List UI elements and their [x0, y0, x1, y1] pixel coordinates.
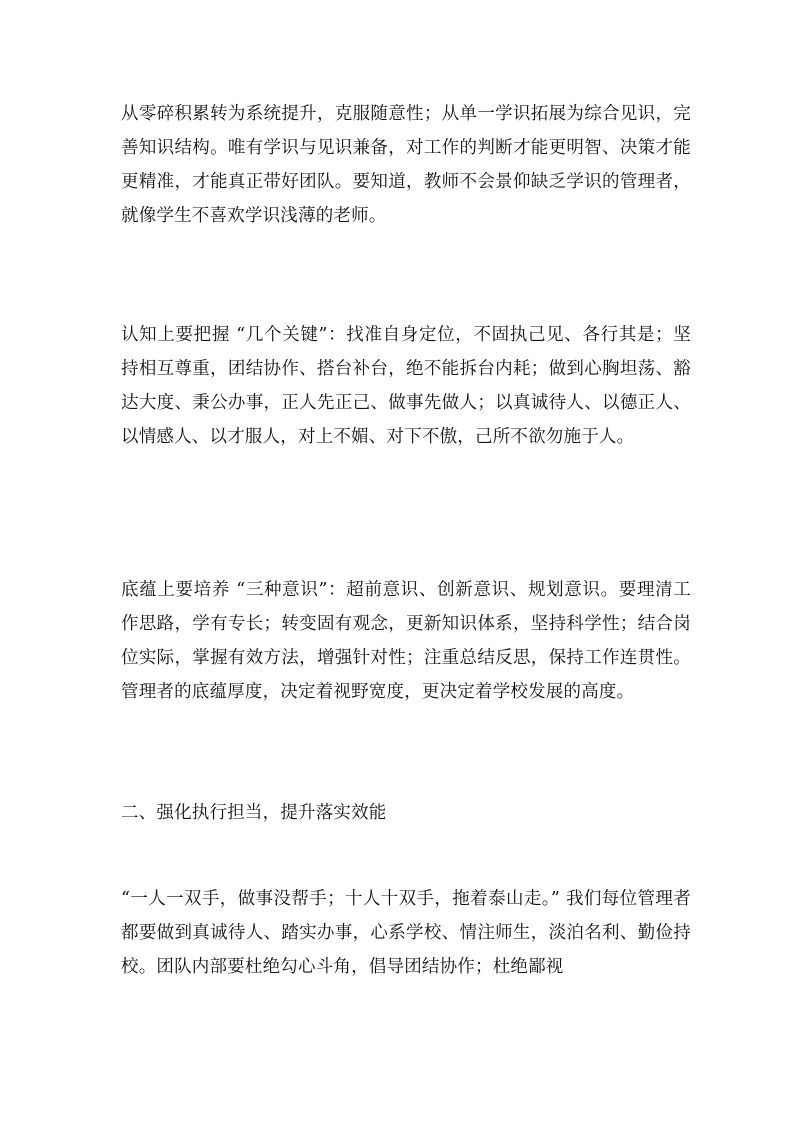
paragraph-knowledge-structure: 从零碎积累转为系统提升，克服随意性；从单一学识拓展为综合见识，完善知识结构。唯有学识与见识兼备，对工作的判断才能更明智、决策才能更精准，才能真正带好团队。要知道，教师不会景仰缺乏学识的管理者，就像学生不喜欢学识浅薄的老师。 — [121, 104, 691, 226]
section-heading: 二、强化执行担当，提升落实效能 — [121, 803, 387, 823]
paragraph-cognition-keys: 认知上要把握 “几个关键”：找准自身定位，不固执己见、各行其是；坚持相互尊重，团结协作、搭台补台，绝不能拆台内耗；做到心胸坦荡、豁达大度、秉公办事，正人先正己、做事先做人；以真诚待人、以德正人、以情感人、以才服人，对上不媚、对下不傲，己所不欲勿施于人。 — [121, 325, 691, 447]
paragraph-execution: “一人一双手，做事没帮手；十人十双手，拖着泰山走。” 我们每位管理者都要做到真诚待人、踏实办事，心系学校、情注师生，淡泊名利、勤俭持校。团队内部要杜绝勾心斗角，倡导团结协作；杜绝鄙视 — [121, 889, 691, 977]
paragraph-three-awareness: 底蕴上要培养 “三种意识”：超前意识、创新意识、规划意识。要理清工作思路，学有专长；转变固有观念，更新知识体系，坚持科学性；结合岗位实际，掌握有效方法，增强针对性；注重总结反思，保持工作连贯性。管理者的底蕴厚度，决定着视野宽度，更决定着学校发展的高度。 — [121, 580, 691, 702]
